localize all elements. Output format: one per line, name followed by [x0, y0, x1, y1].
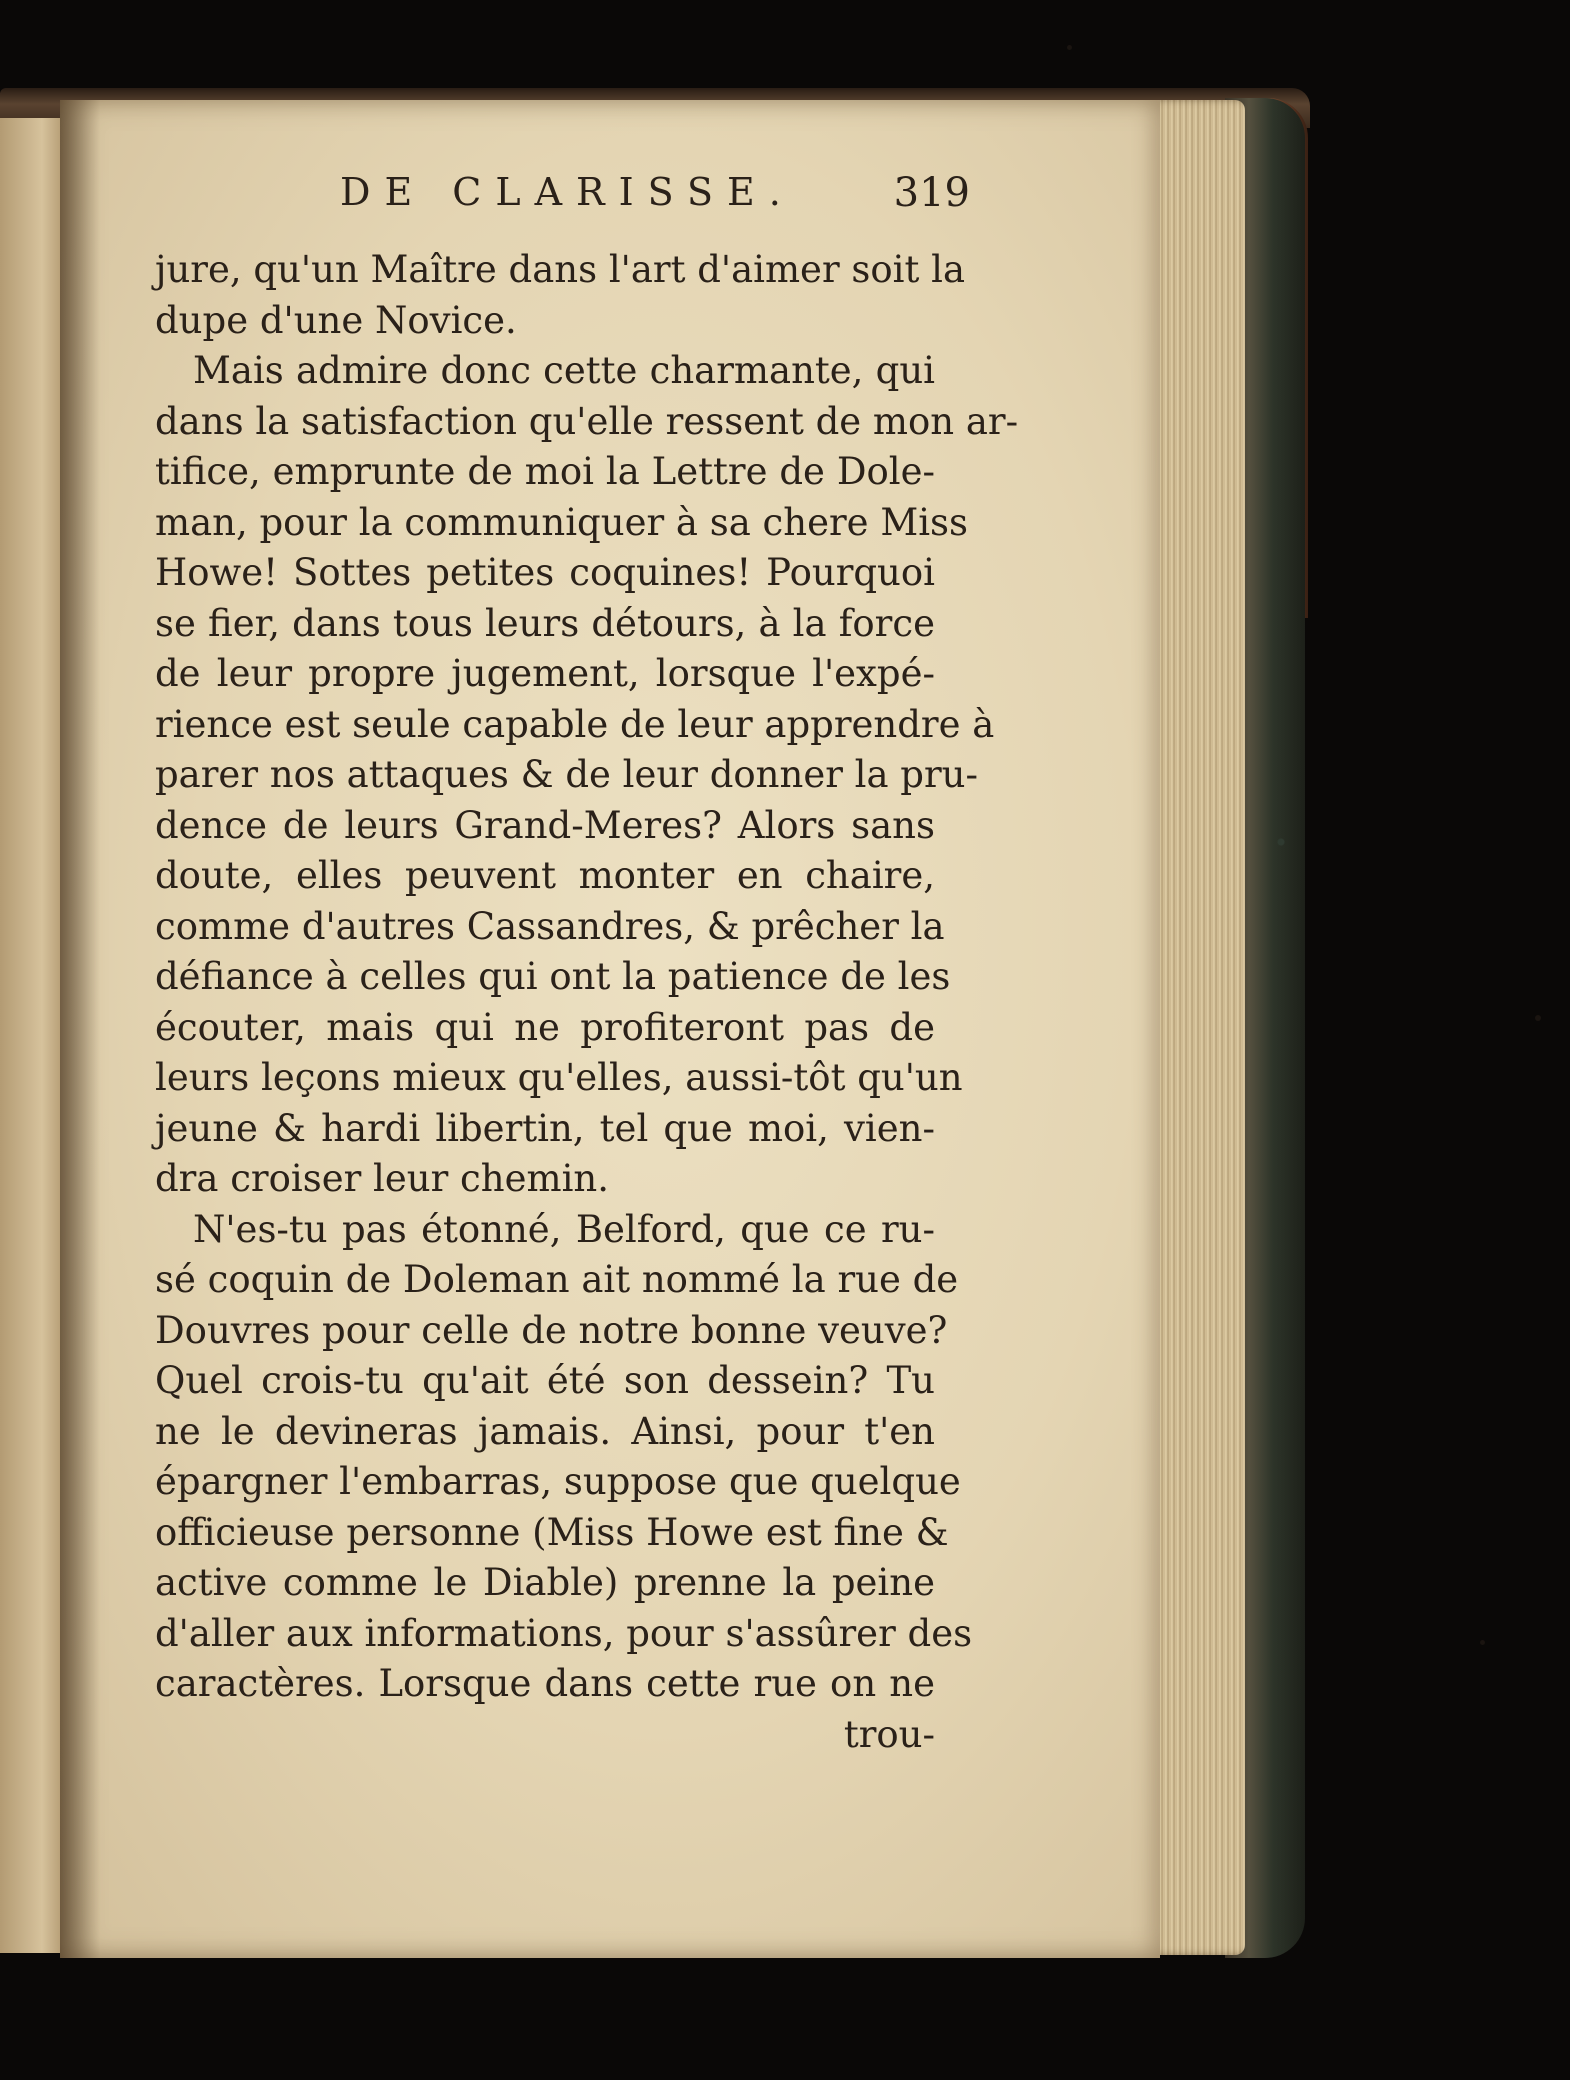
text-line: man, pour la communiquer à sa chere Miss: [155, 500, 969, 544]
text-line: jeune & hardi libertin, tel que moi, vien-: [155, 1106, 935, 1150]
dust-speck: [1535, 1015, 1541, 1021]
text-line: sé coquin de Doleman ait nommé la rue de: [155, 1258, 959, 1301]
text-line: Howe! Sottes petites coquines! Pourquoi: [155, 551, 935, 594]
text-line: N'es-tu pas étonné, Belford, que ce ru-: [193, 1207, 935, 1251]
text-line: officieuse personne (Miss Howe est fine &: [155, 1510, 949, 1554]
body-text: [155, 245, 1019, 1760]
text-line: dupe d'une Novice.: [155, 298, 517, 342]
text-line: se fier, dans tous leurs détours, à la force: [155, 601, 935, 645]
text-line: épargner l'embarras, suppose que quelque: [155, 1460, 961, 1503]
text-line: comme d'autres Cassandres, & prêcher la: [155, 904, 945, 948]
text-line: tifice, emprunte de moi la Lettre de Dole-: [155, 450, 935, 493]
text-line: écouter, mais qui ne profiteront pas de: [155, 1005, 935, 1049]
dust-speck: [1480, 1640, 1485, 1645]
text-line: ne le devineras jamais. Ainsi, pour t'en: [155, 1409, 935, 1453]
text-line: active comme le Diable) prenne la peine: [155, 1561, 935, 1604]
text-line: rience est seule capable de leur apprendre à: [155, 702, 995, 746]
text-line: d'aller aux informations, pour s'assûrer des: [155, 1611, 973, 1655]
text-line: jure, qu'un Maître dans l'art d'aimer soit la: [155, 248, 966, 291]
text-line: doute, elles peuvent monter en chaire,: [155, 854, 935, 897]
text-line: Douvres pour celle de notre bonne veuve?: [155, 1308, 948, 1352]
text-line: Quel crois-tu qu'ait été son dessein? Tu: [155, 1359, 935, 1402]
text-line: dence de leurs Grand-Meres? Alors sans: [155, 803, 935, 847]
text-line: Mais admire donc cette charmante, qui: [193, 349, 935, 392]
text-line: parer nos attaques & de leur donner la pru-: [155, 753, 979, 796]
running-title: DE CLARISSE.: [340, 170, 795, 214]
page-number: 319: [893, 170, 970, 216]
text-line: défiance à celles qui ont la patience de les: [155, 955, 951, 998]
catchword: trou-: [843, 1712, 935, 1756]
text-line: dans la satisfaction qu'elle ressent de mon ar-: [155, 399, 1019, 443]
text-line: de leur propre jugement, lorsque l'expé-: [155, 652, 935, 695]
dust-speck: [1067, 45, 1072, 50]
text-line: dra croiser leur chemin.: [155, 1157, 610, 1200]
gutter-shadow: [60, 100, 100, 1958]
text-line: leurs leçons mieux qu'elles, aussi-tôt qu'un: [155, 1056, 963, 1099]
text-line: caractères. Lorsque dans cette rue on ne: [155, 1662, 935, 1705]
running-header: [340, 170, 970, 230]
